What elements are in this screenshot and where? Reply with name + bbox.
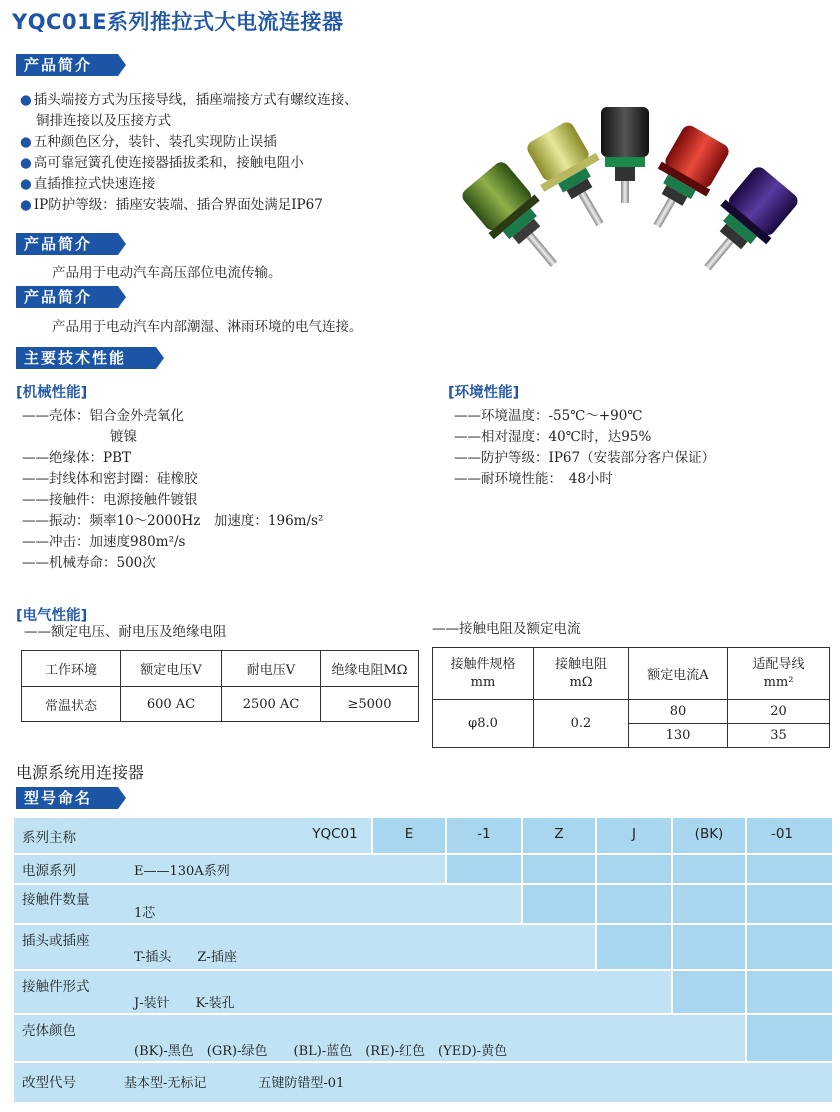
- table-cell: 0.2: [534, 700, 629, 748]
- model-row-value: J-装针 K-装孔: [134, 996, 235, 1011]
- table-header: 额定电压V: [121, 651, 222, 687]
- section-header-model: 型号命名: [16, 787, 118, 809]
- list-item: ● 高可靠冠簧孔使连接器插拔柔和，接触电阻小: [20, 155, 304, 171]
- section-header-intro: 产品简介: [16, 54, 118, 76]
- elec-heading: [电气性能]: [16, 608, 88, 624]
- list-item: ——冲击：加速度980m²/s: [22, 534, 186, 550]
- model-row-label: 壳体颜色: [22, 1023, 76, 1039]
- list-item: ——振动：频率10～2000Hz 加速度：196m/s²: [22, 513, 324, 529]
- table-header: 适配导线 mm²: [728, 648, 830, 700]
- table-header: 接触电阻 mΩ: [534, 648, 629, 700]
- list-item: ——耐环境性能： 48小时: [454, 471, 613, 487]
- model-row-value: T-插头 Z-插座: [134, 950, 237, 965]
- model-row-value: E——130A系列: [134, 864, 230, 879]
- table-cell: 2500 AC: [222, 687, 321, 722]
- list-item: ——环境温度：-55℃～+90℃: [454, 408, 643, 424]
- model-row-label: 插头或插座: [22, 933, 90, 949]
- model-code-variant: -01: [770, 826, 794, 842]
- model-row-value: (BK)-黑色 (GR)-绿色 (BL)-蓝色 (RE)-红色 (YED)-黄色: [134, 1044, 508, 1059]
- feature-list: [20, 90, 358, 216]
- model-code-system: E: [404, 826, 414, 842]
- table-cell: 20: [728, 700, 830, 724]
- mech-heading: [机械性能]: [16, 385, 88, 401]
- list-item: ● IP防护等级：插座安装端、插合界面处满足IP67: [20, 197, 323, 213]
- contact-table: [432, 647, 830, 748]
- table-cell: 常温状态: [22, 687, 121, 722]
- model-row-label: 改型代号: [22, 1075, 76, 1091]
- model-code-color: (BK): [694, 826, 724, 842]
- product-photo: [440, 95, 840, 270]
- model-row-label: 接触件数量: [22, 892, 90, 908]
- section-header-intro-2: 产品简介: [16, 233, 118, 255]
- env-list: [454, 406, 715, 490]
- table-cell: ≥5000: [321, 687, 419, 722]
- table-cell: φ8.0: [433, 700, 534, 748]
- model-row-value: 1芯: [134, 906, 156, 921]
- list-item: ——防护等级：IP67（安装部分客户保证）: [454, 450, 716, 466]
- black-connector-icon: [601, 107, 649, 203]
- list-item: 铜排连接以及压接方式: [36, 113, 171, 129]
- list-item: ——相对湿度：40℃时，达95%: [454, 429, 652, 445]
- table-header: 耐电压V: [222, 651, 321, 687]
- table-cell: 35: [728, 724, 830, 748]
- list-item: ——封线体和密封圈：硅橡胶: [22, 471, 198, 487]
- table-header: 接触件规格 mm: [433, 648, 534, 700]
- list-item: 镀镍: [110, 429, 137, 445]
- model-code-count: -1: [477, 826, 491, 842]
- contact-subheading: ——接触电阻及额定电流: [432, 621, 581, 637]
- model-code-plug: Z: [554, 826, 564, 842]
- model-row-value: 基本型-无标记 五键防错型-01: [124, 1076, 345, 1091]
- list-item: ● 五种颜色区分，装针、装孔实现防止误插: [20, 134, 277, 150]
- section-header-tech: 主要技术性能: [16, 347, 156, 369]
- intro-2-text: 产品用于电动汽车高压部位电流传输。: [52, 265, 282, 281]
- list-item: ● 直插推拉式快速连接: [20, 176, 156, 192]
- page-title: YQC01E系列推拉式大电流连接器: [12, 10, 344, 34]
- list-item: ● 插头端接方式为压接导线，插座端接方式有螺纹连接、: [20, 92, 358, 108]
- elec-subheading: ——额定电压、耐电压及绝缘电阻: [24, 624, 227, 640]
- table-cell: 80: [629, 700, 728, 724]
- voltage-table: [21, 650, 419, 722]
- table-cell: 130: [629, 724, 728, 748]
- model-row-label: 电源系列: [22, 863, 76, 879]
- list-item: ——绝缘体：PBT: [22, 450, 132, 466]
- system-title: 电源系统用连接器: [16, 763, 145, 782]
- list-item: ——接触件：电源接触件镀银: [22, 492, 198, 508]
- model-code-series: YQC01: [312, 826, 358, 842]
- list-item: ——壳体：铝合金外壳氧化: [22, 408, 184, 424]
- intro-3-text: 产品用于电动汽车内部潮湿、淋雨环境的电气连接。: [52, 319, 363, 335]
- table-header: 绝缘电阻MΩ: [321, 651, 419, 687]
- table-header: 工作环境: [22, 651, 121, 687]
- mech-list: [22, 406, 323, 574]
- model-series-label: 系列主称: [22, 830, 76, 846]
- model-row-label: 接触件形式: [22, 979, 90, 995]
- section-header-intro-3: 产品简介: [16, 286, 118, 308]
- table-cell: 600 AC: [121, 687, 222, 722]
- table-header: 额定电流A: [629, 648, 728, 700]
- model-code-contact: J: [632, 826, 636, 842]
- list-item: ——机械寿命：500次: [22, 555, 156, 571]
- env-heading: [环境性能]: [448, 385, 520, 401]
